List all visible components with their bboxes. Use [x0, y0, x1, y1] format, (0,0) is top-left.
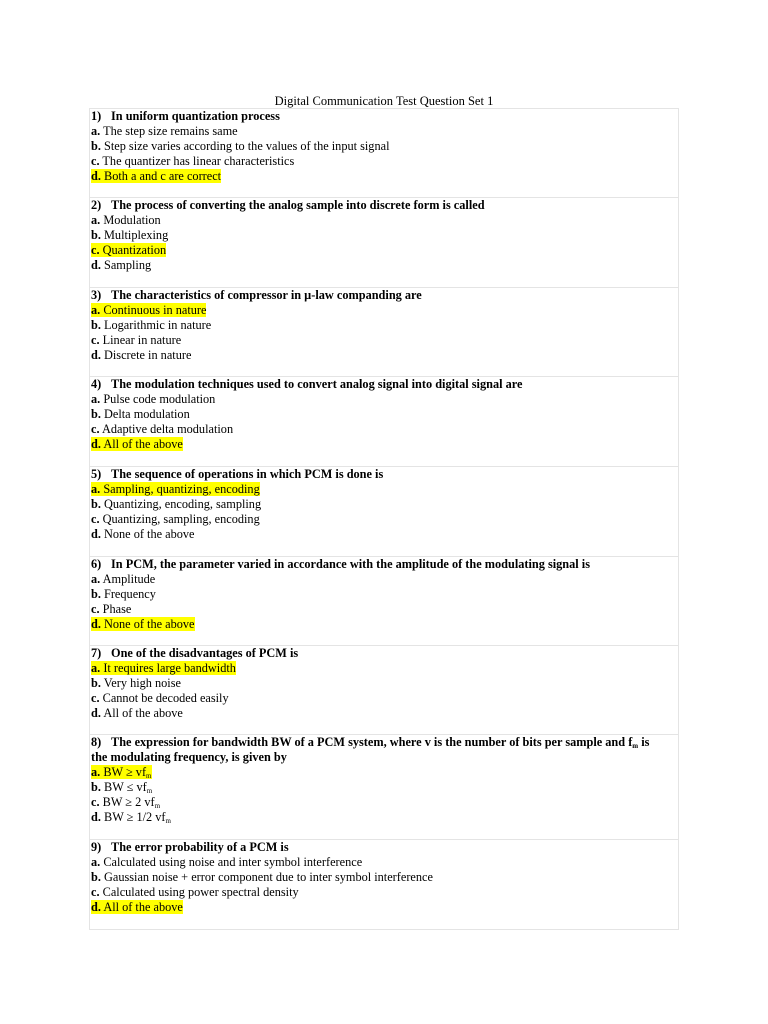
question-table [89, 108, 679, 930]
question-text [91, 840, 289, 855]
option-text: Modulation [103, 213, 161, 227]
question-text [91, 557, 590, 572]
option-letter: c. [91, 691, 100, 705]
question-block [90, 109, 678, 198]
question-block [90, 288, 678, 377]
option-text: Adaptive delta modulation [101, 422, 234, 436]
option-letter: b. [91, 780, 101, 794]
answer-option [91, 422, 233, 437]
question-block [90, 377, 678, 467]
option-letter: a. [91, 482, 101, 496]
correct-answer-highlight [91, 482, 260, 496]
option-letter: d. [91, 810, 101, 824]
option-text: Cannot be decoded easily [102, 691, 229, 705]
answer-content [91, 228, 168, 242]
answer-option [91, 795, 160, 810]
answer-option [91, 617, 195, 632]
option-letter: b. [91, 870, 101, 884]
question-text [91, 646, 298, 661]
option-letter: d. [91, 348, 101, 362]
question-text [91, 467, 383, 482]
answer-option [91, 154, 294, 169]
correct-answer-highlight [91, 765, 152, 779]
option-letter: d. [91, 169, 101, 183]
answer-option [91, 527, 195, 542]
answer-content [91, 213, 161, 227]
option-letter: c. [91, 154, 100, 168]
option-text: Gaussian noise + error component due to inter symbol interference [104, 870, 433, 884]
question-text [91, 288, 422, 303]
question-label: The process of converting the analog sample into discrete form is called [111, 198, 485, 212]
answer-option [91, 497, 261, 512]
question-label: The error probability of a PCM is [111, 840, 289, 854]
option-letter: a. [91, 855, 101, 869]
correct-answer-highlight [91, 169, 221, 183]
option-letter: b. [91, 676, 101, 690]
correct-answer-highlight [91, 661, 236, 675]
answer-option [91, 482, 260, 497]
correct-answer-highlight [91, 303, 206, 317]
option-letter: d. [91, 258, 101, 272]
answer-option [91, 810, 171, 825]
option-letter: d. [91, 437, 101, 451]
option-text: Linear in nature [102, 333, 182, 347]
option-letter: c. [91, 512, 100, 526]
answer-option [91, 318, 211, 333]
option-text: Continuous in nature [103, 303, 207, 317]
question-number: 1) [91, 109, 102, 123]
option-letter: a. [91, 213, 101, 227]
option-letter: d. [91, 617, 101, 631]
answer-content [91, 706, 183, 720]
answer-option [91, 780, 152, 795]
option-letter: b. [91, 497, 101, 511]
option-text: Phase [102, 602, 132, 616]
option-letter: a. [91, 392, 101, 406]
answer-content [91, 855, 362, 869]
answer-option [91, 124, 238, 139]
answer-content [91, 407, 190, 421]
option-text: Pulse code modulation [103, 392, 216, 406]
correct-answer-highlight [91, 243, 166, 257]
option-text: Logarithmic in nature [104, 318, 212, 332]
answer-option [91, 706, 183, 721]
option-text: Frequency [104, 587, 156, 601]
answer-content [91, 572, 155, 586]
option-text: Calculated using noise and inter symbol interference [103, 855, 363, 869]
question-block [90, 840, 678, 931]
option-text: It requires large bandwidth [103, 661, 236, 675]
answer-option [91, 885, 299, 900]
option-subscript: m [146, 787, 153, 795]
answer-content [91, 318, 211, 332]
answer-option [91, 900, 183, 915]
option-text: None of the above [104, 527, 195, 541]
answer-content [91, 333, 181, 347]
answer-option [91, 870, 433, 885]
option-text: BW ≥ 2 vf [102, 795, 155, 809]
option-text: Multiplexing [104, 228, 169, 242]
answer-option [91, 228, 168, 243]
option-subscript: m [146, 772, 152, 780]
answer-content [91, 124, 238, 138]
answer-content [91, 497, 261, 511]
option-letter: a. [91, 765, 101, 779]
option-text: Delta modulation [104, 407, 190, 421]
option-text: All of the above [103, 437, 183, 451]
question-text [91, 198, 485, 213]
answer-option [91, 169, 221, 184]
answer-option [91, 661, 236, 676]
question-block [90, 467, 678, 557]
answer-option [91, 512, 260, 527]
question-label: One of the disadvantages of PCM is [111, 646, 299, 660]
option-text: Quantization [102, 243, 167, 257]
answer-content [91, 870, 433, 884]
question-text [91, 109, 280, 124]
option-text: The step size remains same [103, 124, 238, 138]
question-text [91, 735, 649, 750]
answer-option [91, 691, 229, 706]
option-letter: c. [91, 885, 100, 899]
option-letter: c. [91, 602, 100, 616]
question-label: The modulation techniques used to convert analog signal into digital signal are [111, 377, 523, 391]
answer-content [91, 139, 389, 153]
option-text: BW ≥ vf [103, 765, 147, 779]
answer-option [91, 258, 151, 273]
answer-option [91, 139, 389, 154]
question-number: 6) [91, 557, 102, 571]
option-text: Sampling [104, 258, 152, 272]
correct-answer-highlight [91, 617, 195, 631]
option-text: All of the above [103, 900, 183, 914]
correct-answer-highlight [91, 900, 183, 914]
answer-option [91, 392, 215, 407]
answer-option [91, 437, 183, 452]
answer-option [91, 348, 191, 363]
correct-answer-highlight [91, 437, 183, 451]
option-letter: a. [91, 572, 101, 586]
option-letter: b. [91, 407, 101, 421]
answer-option [91, 855, 362, 870]
question-label: In PCM, the parameter varied in accordance with the amplitude of the modulating signal is [111, 557, 590, 571]
question-label: The sequence of operations in which PCM is done is [111, 467, 384, 481]
option-text: Sampling, quantizing, encoding [103, 482, 260, 496]
option-text: Quantizing, encoding, sampling [104, 497, 262, 511]
option-text: The quantizer has linear characteristics [102, 154, 295, 168]
answer-content [91, 422, 233, 436]
option-text: Calculated using power spectral density [102, 885, 299, 899]
option-letter: b. [91, 318, 101, 332]
question-number: 7) [91, 646, 102, 660]
option-text: None of the above [104, 617, 195, 631]
answer-option [91, 303, 206, 318]
answer-content [91, 348, 191, 362]
option-text: Both a and c are correct [104, 169, 222, 183]
answer-option [91, 587, 156, 602]
option-letter: a. [91, 661, 101, 675]
option-text: Discrete in nature [104, 348, 192, 362]
question-label-tail: is [638, 735, 650, 749]
option-subscript: m [154, 802, 161, 810]
option-letter: c. [91, 243, 100, 257]
option-letter: a. [91, 124, 101, 138]
answer-content [91, 780, 152, 794]
option-letter: c. [91, 422, 100, 436]
answer-content [91, 795, 160, 809]
option-letter: b. [91, 587, 101, 601]
option-letter: d. [91, 527, 101, 541]
answer-option [91, 765, 152, 780]
answer-content [91, 154, 294, 168]
question-subscript: m [632, 742, 639, 750]
question-number: 5) [91, 467, 102, 481]
answer-content [91, 676, 181, 690]
answer-option [91, 572, 155, 587]
answer-content [91, 602, 131, 616]
question-number: 9) [91, 840, 102, 854]
answer-content [91, 810, 171, 824]
answer-content [91, 691, 229, 705]
question-block [90, 198, 678, 288]
option-letter: d. [91, 706, 101, 720]
document-title: Digital Communication Test Question Set 1 [274, 94, 494, 108]
answer-content [91, 527, 195, 541]
answer-content [91, 512, 260, 526]
option-text: Amplitude [102, 572, 156, 586]
option-text: Very high noise [103, 676, 181, 690]
question-text [91, 377, 522, 392]
answer-option [91, 213, 161, 228]
question-label: In uniform quantization process [111, 109, 280, 123]
option-text: BW ≤ vf [104, 780, 147, 794]
question-block [90, 735, 678, 840]
question-text-continued: the modulating frequency, is given by [91, 750, 287, 764]
answer-option [91, 407, 190, 422]
option-text: All of the above [103, 706, 183, 720]
question-block [90, 557, 678, 646]
option-subscript: m [165, 817, 171, 825]
answer-content [91, 392, 215, 406]
option-letter: c. [91, 333, 100, 347]
option-letter: c. [91, 795, 100, 809]
answer-option [91, 333, 181, 348]
answer-option [91, 602, 131, 617]
option-letter: b. [91, 139, 101, 153]
option-text: BW ≥ 1/2 vf [104, 810, 166, 824]
question-label: The expression for bandwidth BW of a PCM system, where v is the number of bits per sample and f [111, 735, 633, 749]
question-number: 3) [91, 288, 102, 302]
question-label: The characteristics of compressor in µ-law companding are [111, 288, 422, 302]
answer-content [91, 258, 151, 272]
option-text: Step size varies according to the values of the input signal [104, 139, 390, 153]
answer-content [91, 587, 156, 601]
option-letter: a. [91, 303, 101, 317]
answer-option [91, 243, 166, 258]
question-block [90, 646, 678, 735]
option-letter: b. [91, 228, 101, 242]
answer-option [91, 676, 181, 691]
question-number: 4) [91, 377, 102, 391]
question-number: 2) [91, 198, 102, 212]
answer-content [91, 885, 299, 899]
question-number: 8) [91, 735, 102, 749]
option-letter: d. [91, 900, 101, 914]
option-text: Quantizing, sampling, encoding [102, 512, 260, 526]
